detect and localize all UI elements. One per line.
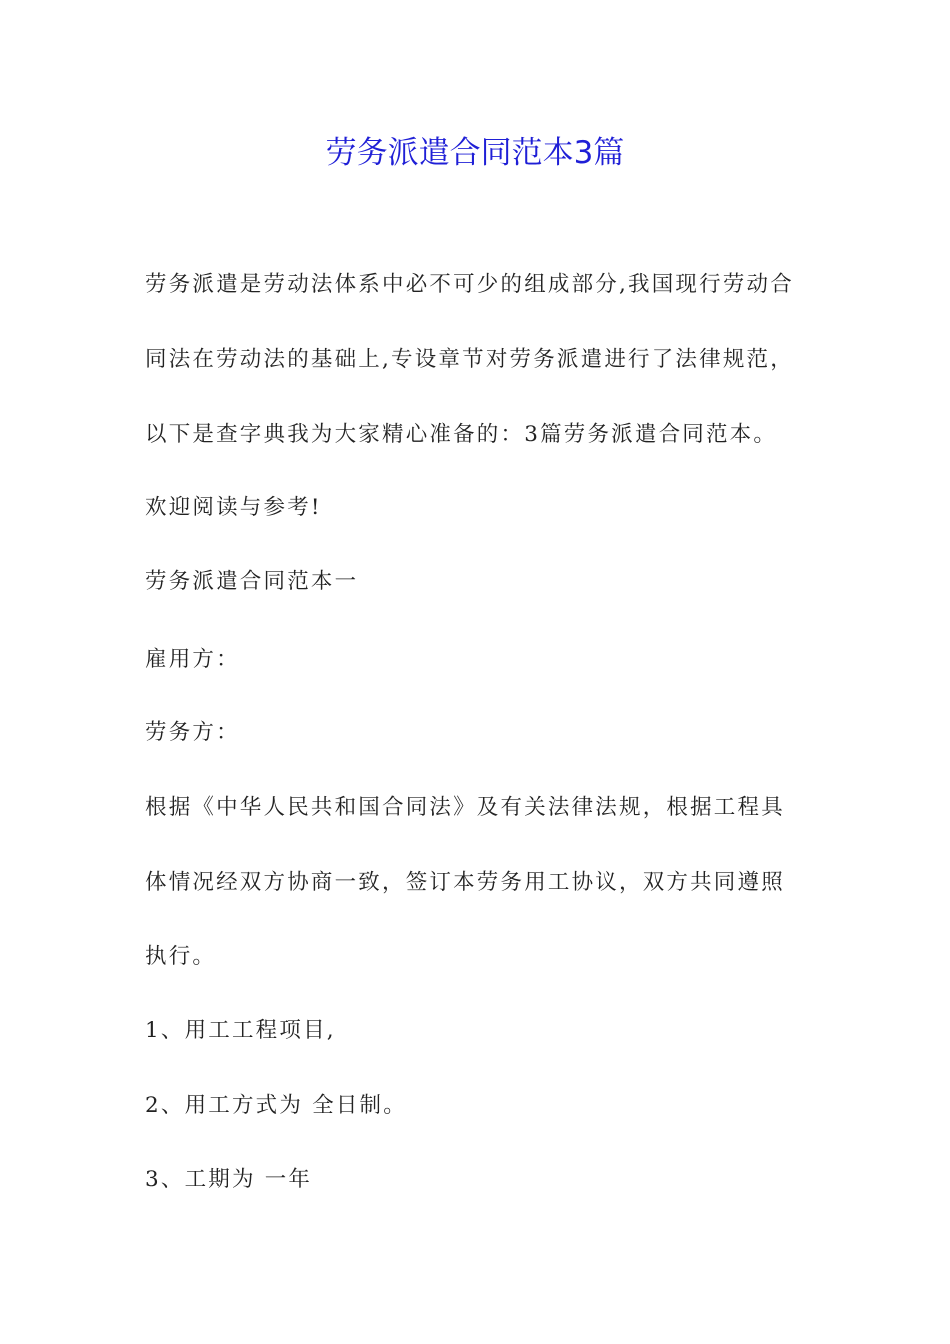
basis-line-2: 体情况经双方协商一致，签订本劳务用工协议，双方共同遵照 [145, 870, 785, 895]
clause-3: 3、工期为 一年 [145, 1167, 313, 1192]
clause-1: 1、用工工程项目, [145, 1018, 336, 1043]
document-title: 劳务派遣合同范本3篇 [325, 135, 625, 171]
intro-line-4: 欢迎阅读与参考! [145, 495, 322, 520]
labor-party-label: 劳务方： [145, 720, 240, 745]
employer-label: 雇用方： [145, 647, 240, 672]
basis-line-3: 执行。 [145, 944, 217, 969]
intro-line-2: 同法在劳动法的基础上,专设章节对劳务派遣进行了法律规范， [145, 347, 794, 372]
intro-line-3: 以下是查字典我为大家精心准备的：3篇劳务派遣合同范本。 [145, 422, 778, 447]
basis-line-1: 根据《中华人民共和国合同法》及有关法律法规，根据工程具 [145, 795, 785, 820]
intro-line-1: 劳务派遣是劳动法体系中必不可少的组成部分,我国现行劳动合 [145, 272, 794, 297]
clause-2: 2、用工方式为 全日制。 [145, 1093, 407, 1118]
section-heading: 劳务派遣合同范本一 [145, 569, 359, 594]
